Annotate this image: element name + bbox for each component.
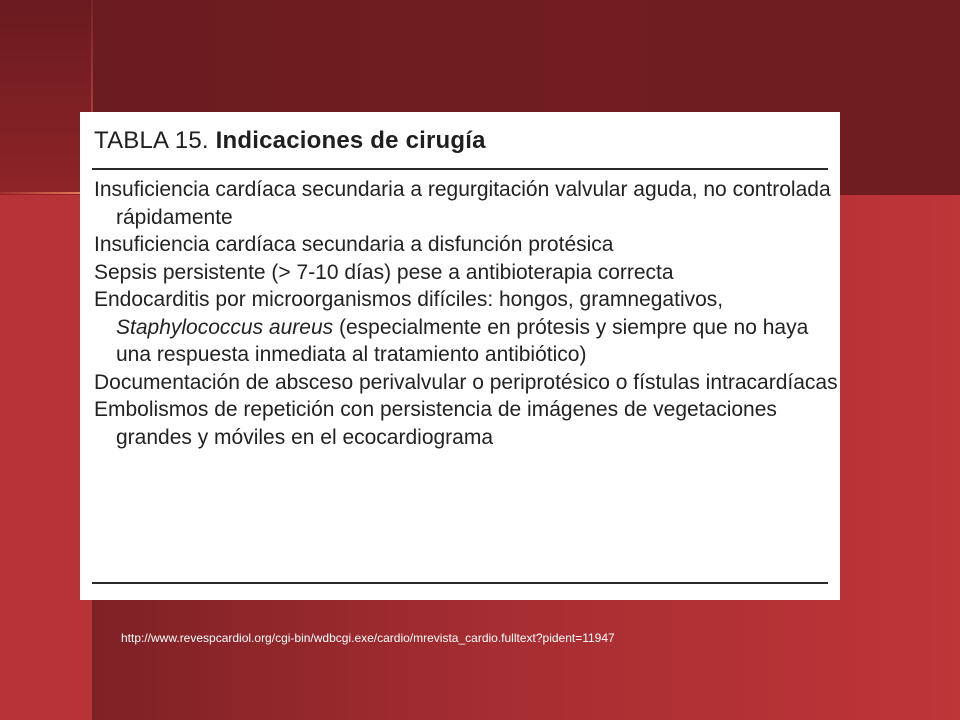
table-row (92, 259, 840, 287)
table-rows (92, 170, 838, 451)
table-row (92, 176, 840, 231)
row-text-continuation: intracardíacas (705, 370, 838, 394)
table-bottom-rule (92, 582, 828, 584)
source-link[interactable]: http://www.revespcardiol.org/cgi-bin/wdbcgi.exe/cardio/mrevista_cardio.fulltext?pident=11947 (121, 631, 615, 645)
slide-left-band (0, 195, 92, 720)
slide-corner-block (0, 0, 92, 195)
row-text: Insuficiencia cardíaca secundaria a regurgitación valvular aguda, no (94, 178, 727, 201)
table-name: Indicaciones de cirugía (215, 127, 486, 154)
table-title (92, 126, 828, 156)
table-label: TABLA 15. (94, 127, 209, 154)
table-row (92, 231, 840, 259)
row-text: Documentación de absceso perivalvular o periprotésico o fístulas (94, 370, 700, 394)
row-text: Embolismos de repetición con persistencia de imágenes de (94, 398, 648, 421)
row-text-continuation: no haya una respuesta inmediata al tratamiento antibiótico) (116, 315, 809, 366)
row-text: Endocarditis por microorganismos difíciles: hongos, gramnegativos, (94, 288, 724, 311)
table-row (92, 369, 840, 397)
table-row (92, 286, 840, 369)
organism-name: Staphylococcus aureus (116, 315, 334, 339)
row-text: Insuficiencia cardíaca secundaria a disfunción protésica (94, 233, 614, 256)
table-row (92, 396, 840, 451)
row-text-continuation: vegetaciones grandes y móviles en el ecocardiograma (116, 398, 777, 449)
accent-line-horizontal (0, 192, 92, 194)
row-text-continuation: (especialmente en prótesis y siempre que (333, 315, 728, 339)
row-text-continuation: controlada rápidamente (116, 178, 831, 229)
table-image-panel (80, 112, 840, 600)
row-text: Sepsis persistente (> 7-10 días) pese a antibioterapia correcta (94, 260, 674, 284)
